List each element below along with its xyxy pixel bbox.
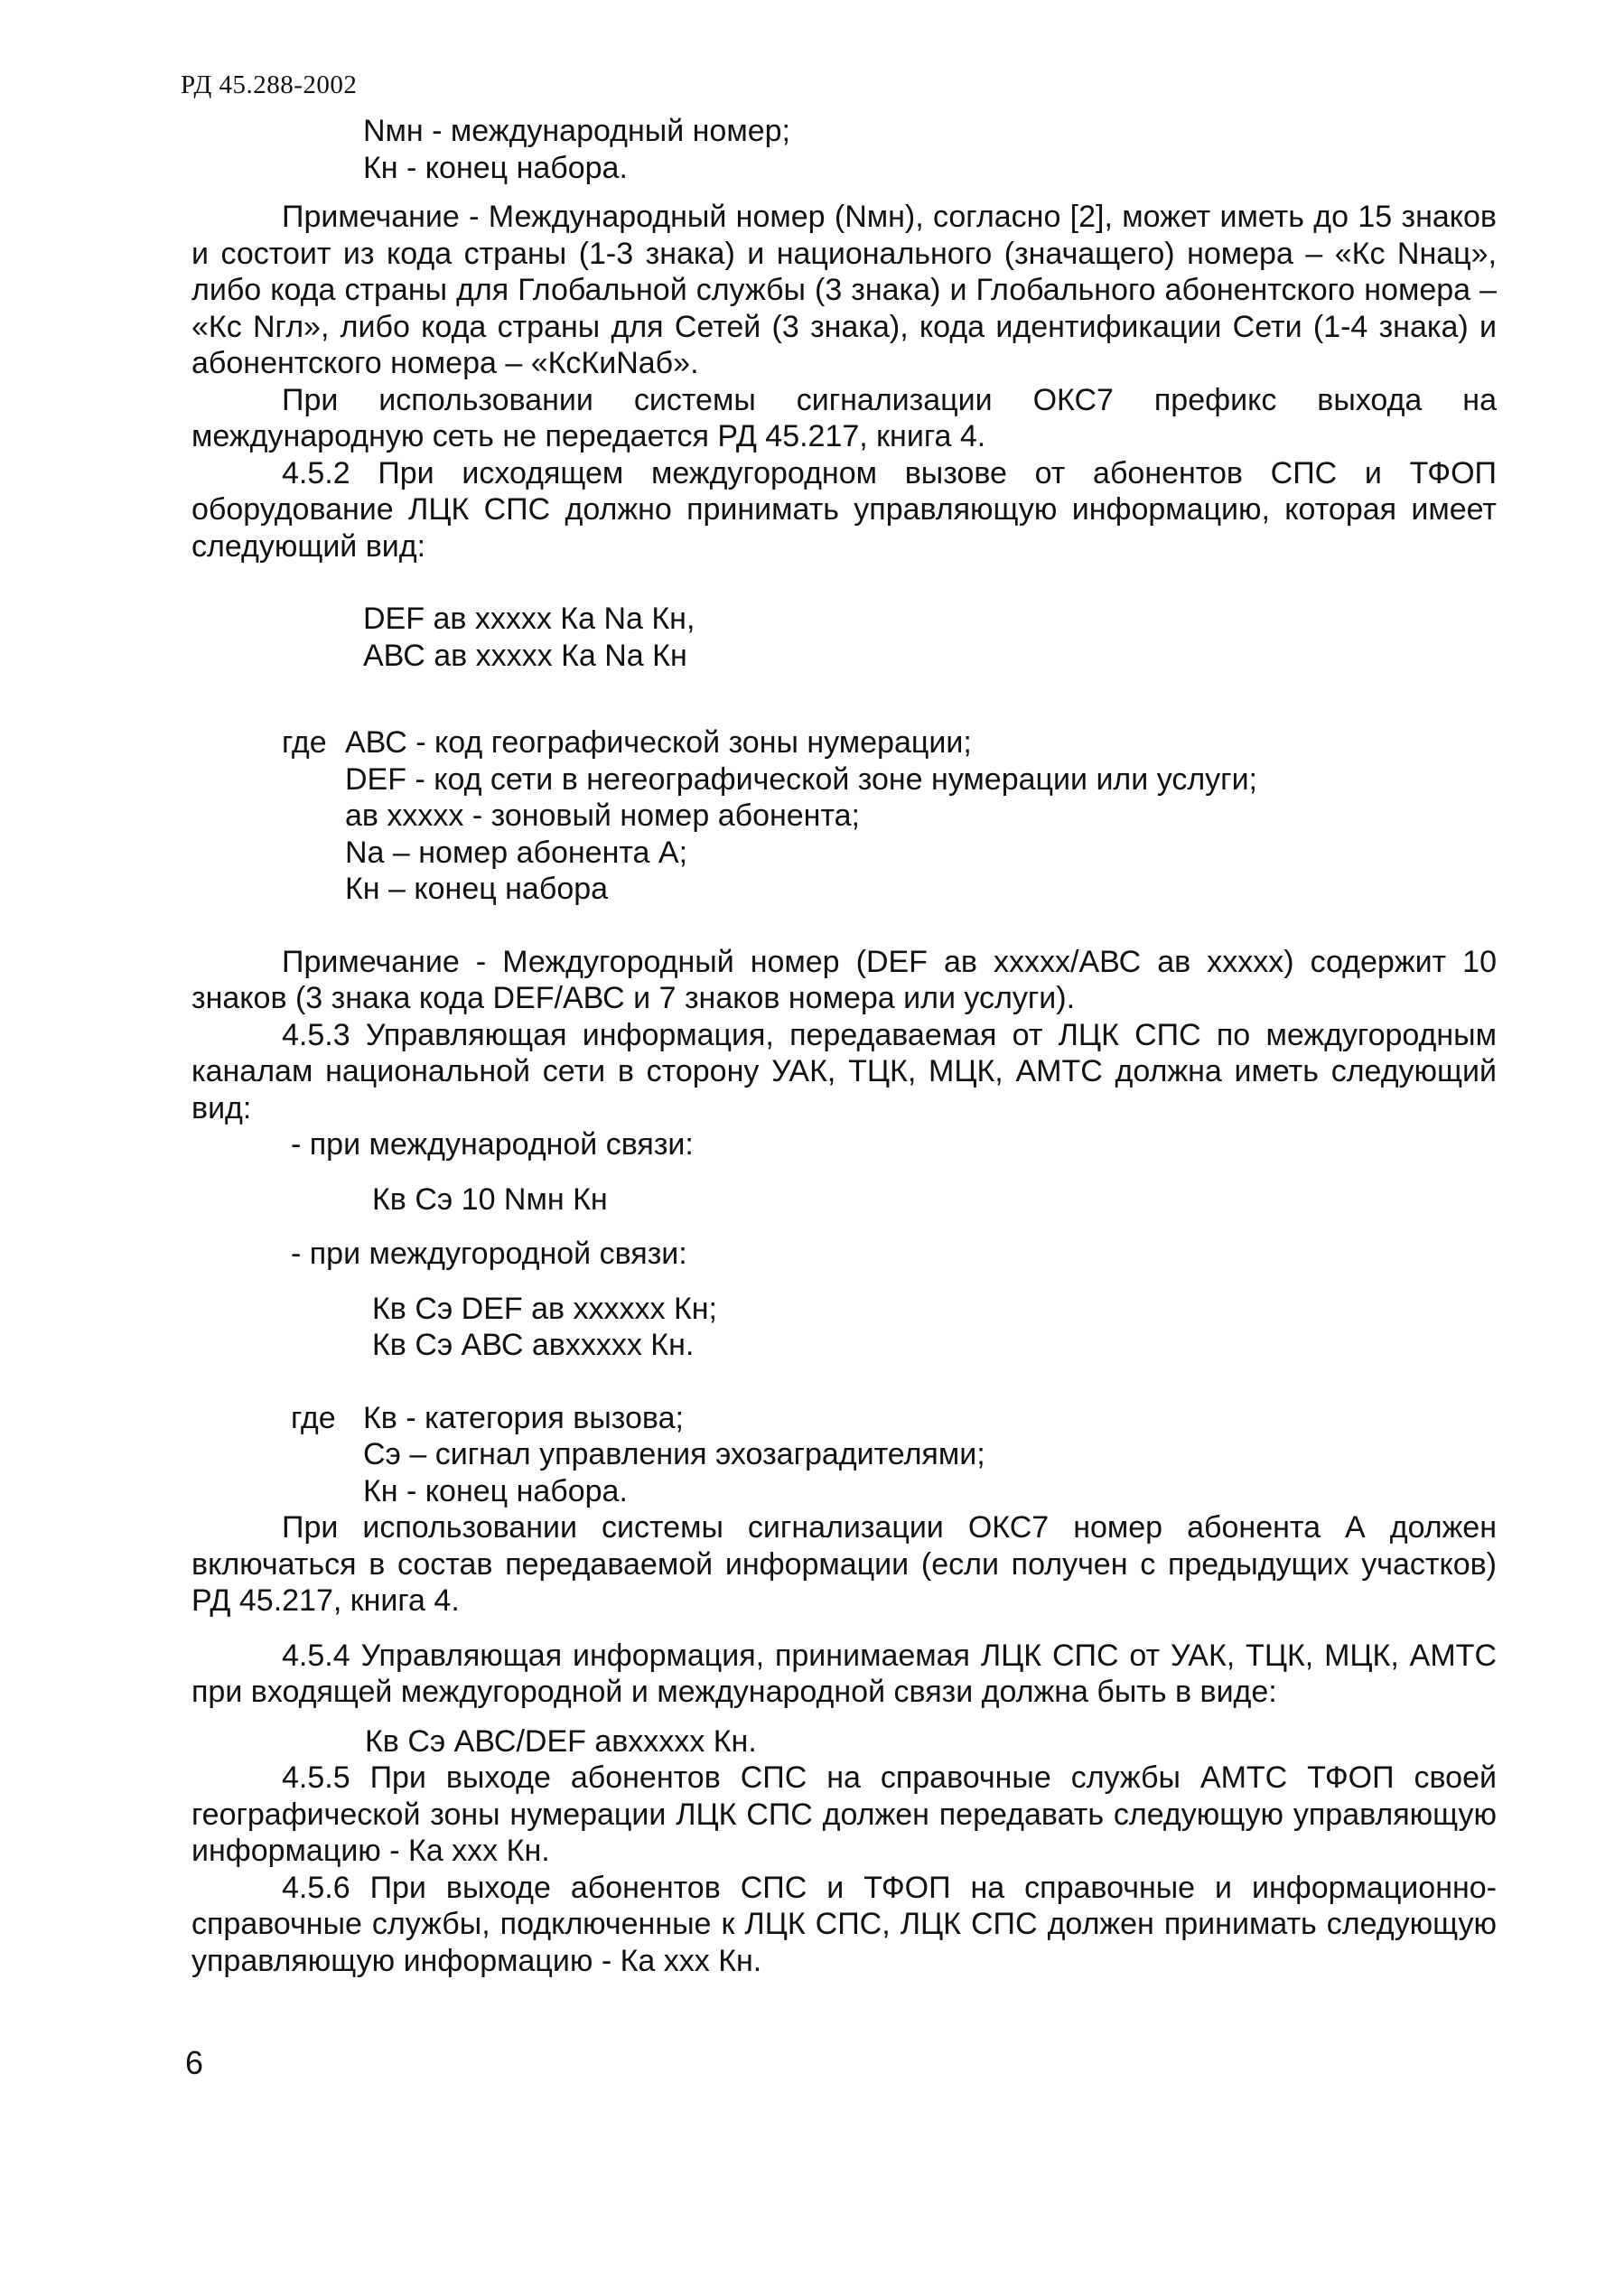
bullet-line: - при международной связи:	[291, 1127, 694, 1162]
formula-line: АВС ав xxxxx Ка Na Кн	[363, 638, 687, 673]
note-paragraph: Примечание - Междугородный номер (DEF ав xxxxx/АВС ав xxxxx) содержит 10 знаков (3 знака кода DEF/АВС и 7 знаков номера или услуги).	[191, 944, 1497, 1015]
where-item: Кн - конец набора.	[363, 1473, 628, 1508]
formula-line: Кв Сэ АВС авxxxxx Кн.	[372, 1328, 695, 1362]
where-item: Na – номер абонента А;	[345, 835, 688, 870]
clause-4-5-4: 4.5.4 Управляющая информация, принимаемая ЛЦК СПС от УАК, ТЦК, МЦК, АМТС при входящей междугородной и международной связи должна быть в виде:	[191, 1638, 1497, 1709]
clause-4-5-2: 4.5.2 При исходящем междугородном вызове от абонентов СПС и ТФОП оборудование ЛЦК СПС должно принимать управляющую информацию, которая имеет следующий вид:	[191, 455, 1497, 564]
text-paragraph: При использовании системы сигнализации ОКС7 номер абонента А должен включаться в состав передаваемой информации (если получен с предыдущих участков) РД 45.217, книга 4.	[191, 1510, 1497, 1618]
page-number: 6	[185, 2044, 204, 2081]
clause-4-5-5: 4.5.5 При выходе абонентов СПС на справочные службы АМТС ТФОП своей географической зоны нумерации ЛЦК СПС должен передавать следующую управляющую информацию - Ка xxx Кн.	[191, 1760, 1497, 1868]
where-label: где	[282, 725, 327, 760]
where-items	[363, 1400, 985, 1510]
where-item: Кв - категория вызова;	[363, 1400, 684, 1435]
page-content	[191, 113, 1497, 1979]
where-item: Кн – конец набора	[345, 872, 609, 906]
clause-4-5-6: 4.5.6 При выходе абонентов СПС и ТФОП на справочные и информационно-справочные службы, подключенные к ЛЦК СПС, ЛЦК СПС должен принимать следующую управляющую информацию - Ка xxx Кн.	[191, 1870, 1497, 1978]
where-item: DEF - код сети в негеографической зоне нумерации или услуги;	[345, 761, 1258, 797]
formula-line: DEF ав xxxxx Ка Na Кн,	[363, 602, 695, 636]
where-item: Сэ – сигнал управления эхозаградителями;	[363, 1437, 985, 1471]
note-paragraph: Примечание - Международный номер (Nмн), согласно [2], может иметь до 15 знаков и состоит из кода страны (1-3 знака) и национального (значащего) номера – «Кс Nнац», либо кода страны для Глобальной службы (3 знака) и Глобального абонентского номера – «Кс Nгл», либо кода страны для Сетей (3 знака), кода идентификации Сети (1-4 знака) и абонентского номера – «КсКиNаб».	[191, 200, 1497, 380]
formula-line: Кв Сэ DEF ав xxxxxx Кн;	[372, 1291, 718, 1326]
where-label: где	[291, 1400, 336, 1435]
where-item: АВС - код географической зоны нумерации;	[345, 725, 972, 760]
document-code: РД 45.288-2002	[181, 70, 358, 99]
definition-line: Кн - конец набора.	[363, 150, 628, 185]
formula-line: Кв Сэ АВС/DEF авxxxxx Кн.	[365, 1723, 757, 1759]
clause-4-5-3: 4.5.3 Управляющая информация, передаваемая от ЛЦК СПС по междугородным каналам национальной сети в сторону УАК, ТЦК, МЦК, АМТС должна иметь следующий вид:	[191, 1017, 1497, 1125]
where-item: ав xxxxx - зоновый номер абонента;	[345, 798, 860, 833]
where-items	[345, 724, 1257, 908]
where-list	[191, 1400, 1497, 1510]
definition-line: Nмн - международный номер;	[363, 114, 790, 148]
where-list	[191, 724, 1497, 908]
text-paragraph: При использовании системы сигнализации ОКС7 префикс выхода на международную сеть не передается РД 45.217, книга 4.	[191, 382, 1497, 453]
bullet-line: - при междугородной связи:	[291, 1237, 687, 1271]
formula-line: Кв Сэ 10 Nмн Кн	[372, 1181, 608, 1217]
